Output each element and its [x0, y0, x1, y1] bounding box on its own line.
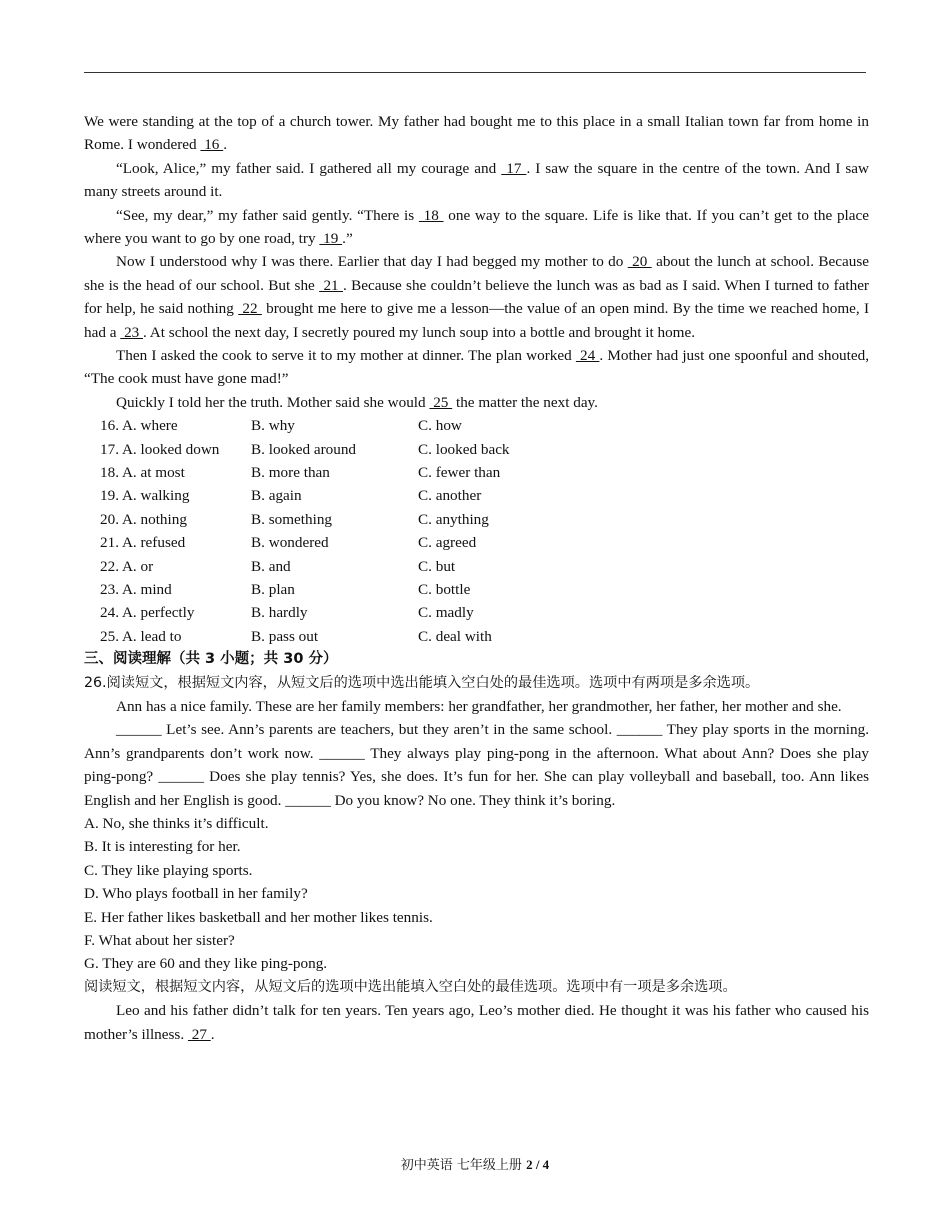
text: one way to the square. Life is like that. If you can’t get to the place where you want to go by one road, try — [84, 206, 869, 248]
text: . At school the next day, I secretly poured my lunch soup into a bottle and brought it home. — [143, 323, 696, 341]
text: brought me here to give me a lesson—the value of an open mind. By the time we reached home, I had a — [84, 300, 870, 341]
option-c: C. anything — [418, 510, 489, 528]
text: . Mother had just one spoonful and shouted, “The cook must have gone mad!” — [84, 347, 870, 388]
choice-item: D. Who plays football in her family? — [84, 885, 308, 903]
option-b: B. wondered — [251, 534, 329, 552]
blank-22: 22 — [238, 300, 262, 318]
option-a: 20. A. nothing — [100, 510, 187, 528]
option-row-25 — [84, 625, 869, 648]
text: about the lunch at school. Because she is the head of our school. But she — [84, 253, 870, 294]
option-row-16 — [84, 414, 869, 437]
option-b: B. why — [251, 417, 295, 435]
blank-18: 18 — [418, 206, 444, 224]
option-c: C. deal with — [418, 627, 492, 645]
passage-paragraph-5 — [84, 344, 869, 391]
text: We were standing at the top of a church tower. My father had bought me to this place in a small Italian town far from home in Rome. I wondered — [84, 113, 869, 154]
option-a: 25. A. lead to — [100, 627, 182, 645]
passage-paragraph-6 — [84, 391, 869, 414]
blank-24: 24 — [575, 347, 600, 365]
option-row-18 — [84, 461, 869, 484]
text: . I saw the square in the centre of the town. And I saw many streets around it. — [84, 159, 869, 201]
q26-choices — [84, 812, 869, 976]
option-a: 23. A. mind — [100, 581, 172, 599]
option-a: 17. A. looked down — [100, 440, 220, 458]
option-b: B. and — [251, 557, 291, 575]
text: . Because she couldn’t believe the lunch was as bad as I said. When I turned to father for help, he said nothing — [84, 276, 869, 318]
passage-paragraph-4 — [84, 250, 869, 344]
option-b: B. hardly — [251, 604, 308, 622]
option-c: C. madly — [418, 604, 474, 622]
blank-17: 17 — [501, 159, 527, 177]
option-c: C. bottle — [418, 581, 471, 599]
option-row-21 — [84, 531, 869, 554]
page-number: 2 / 4 — [526, 1157, 550, 1172]
choice-item: F. What about her sister? — [84, 932, 235, 950]
option-a: 22. A. or — [100, 557, 154, 575]
question-27-instructions: 阅读短文，根据短文内容，从短文后的选项中选出能填入空白处的最佳选项。选项中有一项是多余选项。 — [84, 978, 737, 995]
option-row-22 — [84, 555, 869, 578]
text: “Look, Alice,” my father said. I gathered all my courage and — [116, 159, 502, 177]
text: Quickly I told her the truth. Mother said she would — [116, 393, 430, 411]
option-c: C. another — [418, 487, 482, 505]
option-c: C. how — [418, 417, 462, 435]
options-list — [84, 414, 869, 648]
blank-19: 19 — [319, 230, 343, 248]
blank-20: 20 — [627, 253, 652, 271]
option-a: 24. A. perfectly — [100, 604, 195, 622]
section-title: 三、阅读理解（共 3 小题；共 30 分） — [84, 651, 338, 668]
choice-item: C. They like playing sports. — [84, 861, 253, 879]
passage-paragraph-1 — [84, 110, 869, 157]
header-rule — [84, 72, 866, 73]
q26-paragraph-2: ______ Let’s see. Ann’s parents are teachers, but they aren’t in the same school. ______ They play sports in the morning. Ann’s grandparents don’t work now. ______ They always play ping-pong in the afternoon. What about Ann? Does she play ping-pong? ______ Does she play tennis? Yes, she does. It’s fun for her. She can play volleyball and baseball, too. Ann likes English and her English is good. ______ Do you know? No one. They think it’s boring. — [84, 721, 869, 809]
option-a: 19. A. walking — [100, 487, 190, 505]
option-row-20 — [84, 508, 869, 531]
q26-paragraph-1: Ann has a nice family. These are her family members: her grandfather, her grandmother, her father, her mother and she. — [116, 698, 842, 715]
option-b: B. looked around — [251, 440, 357, 458]
option-a: 18. A. at most — [100, 464, 185, 482]
option-c: C. but — [418, 557, 456, 575]
option-b: B. pass out — [251, 627, 319, 645]
option-a: 21. A. refused — [100, 534, 186, 552]
text: Then I asked the cook to serve it to my mother at dinner. The plan worked — [116, 347, 576, 365]
blank-27: 27 — [187, 1025, 211, 1043]
option-c: C. agreed — [418, 534, 477, 552]
option-row-19 — [84, 484, 869, 507]
option-row-23 — [84, 578, 869, 601]
choice-item: B. It is interesting for her. — [84, 838, 241, 856]
option-b: B. something — [251, 510, 333, 528]
text: . — [210, 1025, 215, 1043]
choice-item: E. Her father likes basketball and her mother likes tennis. — [84, 908, 433, 926]
option-row-24 — [84, 601, 869, 624]
text: Leo and his father didn’t talk for ten years. Ten years ago, Leo’s mother died. He thought it was his father who caused his mother’s illness. — [84, 1002, 869, 1043]
question-26-instructions: 26.阅读短文，根据短文内容，从短文后的选项中选出能填入空白处的最佳选项。选项中有两项是多余选项。 — [84, 674, 760, 691]
option-c: C. fewer than — [418, 464, 501, 482]
text: “See, my dear,” my father said gently. “There is — [116, 206, 419, 224]
blank-23: 23 — [120, 323, 144, 341]
text: the matter the next day. — [452, 393, 598, 411]
text: Now I understood why I was there. Earlier that day I had begged my mother to do — [116, 253, 628, 271]
page-content — [84, 110, 869, 1046]
option-c: C. looked back — [418, 440, 510, 458]
passage-paragraph-3 — [84, 204, 869, 251]
q27-paragraph-1 — [84, 999, 869, 1046]
blank-25: 25 — [429, 393, 453, 411]
option-b: B. more than — [251, 464, 330, 482]
text: .” — [342, 230, 353, 248]
blank-16: 16 — [200, 136, 224, 154]
footer-label: 初中英语 七年级上册 — [400, 1158, 527, 1173]
option-b: B. plan — [251, 581, 295, 599]
blank-21: 21 — [319, 276, 343, 294]
page-footer — [0, 1154, 950, 1173]
option-b: B. again — [251, 487, 302, 505]
option-a: 16. A. where — [100, 417, 178, 435]
choice-item: A. No, she thinks it’s difficult. — [84, 815, 269, 833]
text: . — [223, 136, 227, 154]
option-row-17 — [84, 438, 869, 461]
passage-paragraph-2 — [84, 157, 869, 204]
choice-item: G. They are 60 and they like ping-pong. — [84, 955, 328, 973]
